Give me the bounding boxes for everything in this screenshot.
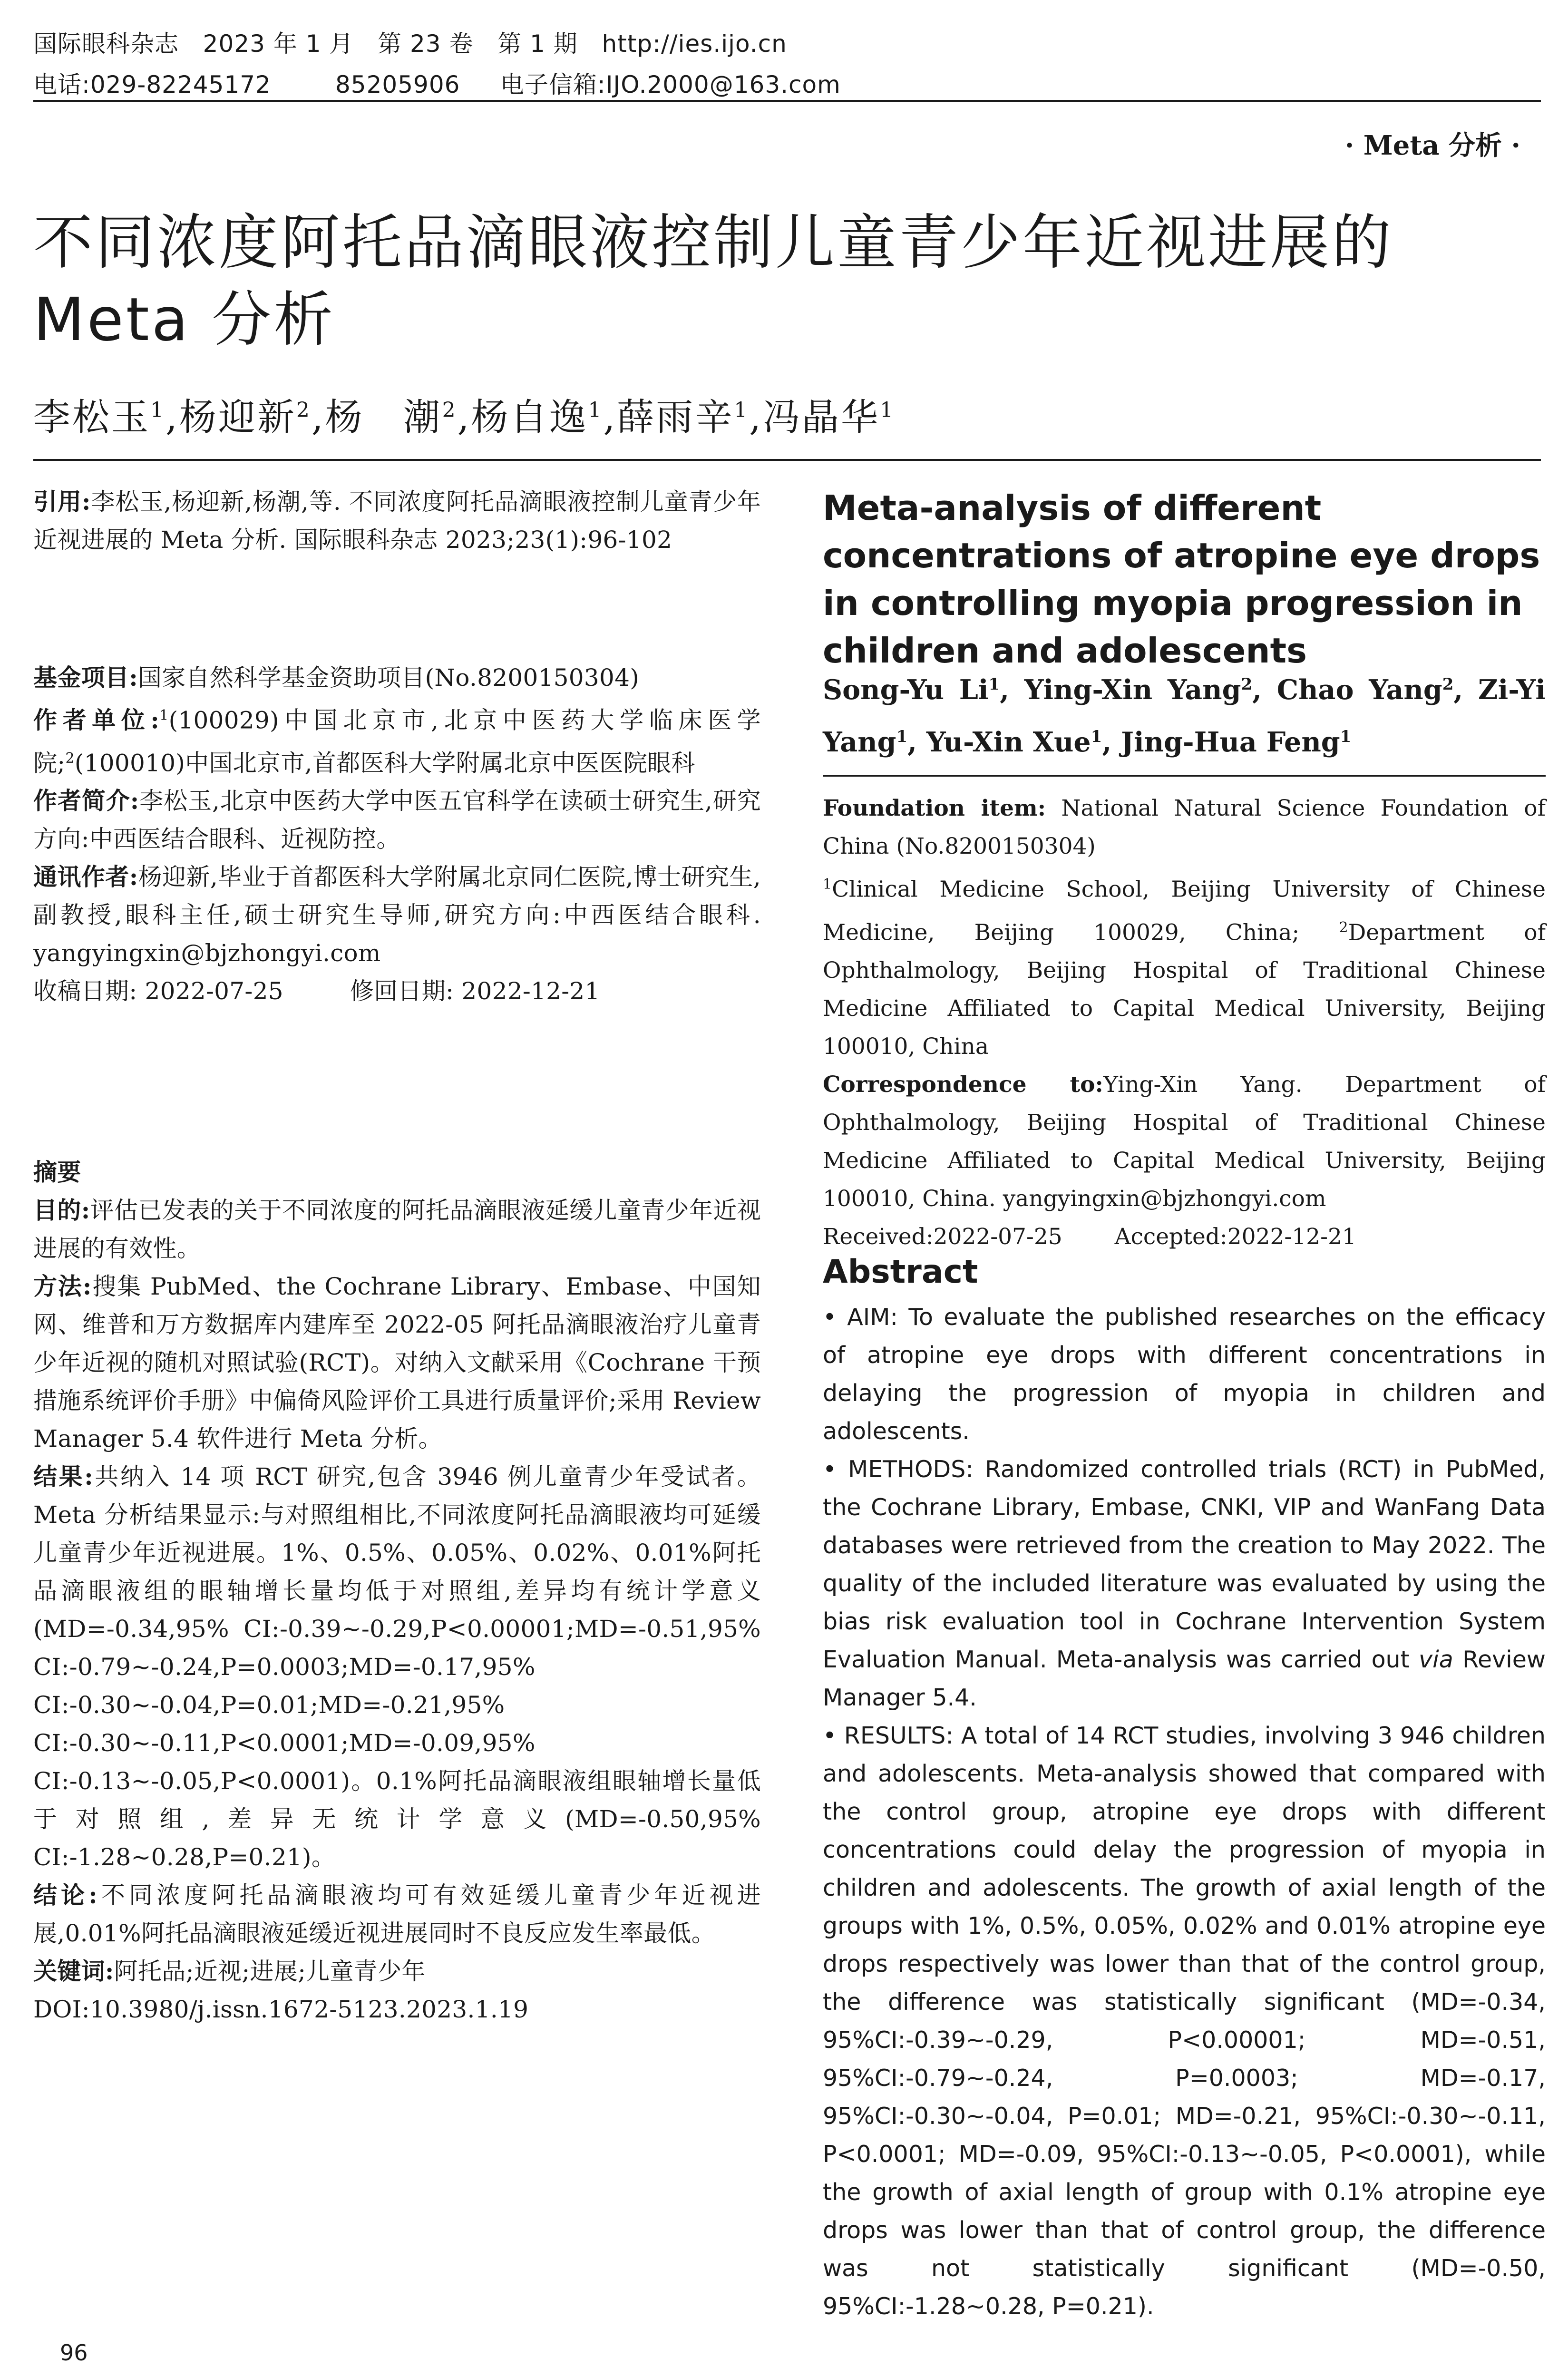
author-name: 李松玉 [33, 396, 151, 439]
author-affil-sup: 1 [988, 675, 1000, 694]
revised-date: 修回日期: 2022-12-21 [350, 977, 600, 1005]
abstract-chinese [33, 1153, 761, 2028]
affiliation-block-english [823, 789, 1546, 1256]
author-units [33, 697, 761, 782]
author-name: Ying-Xin Yang [1024, 674, 1241, 706]
corr-label: 通讯作者: [33, 863, 138, 891]
title-chinese: 不同浓度阿托品滴眼液控制儿童青少年近视进展的 Meta 分析 [33, 208, 1393, 354]
citation-text: 李松玉,杨迎新,杨潮,等. 不同浓度阿托品滴眼液控制儿童青少年近视进展的 Meta 分析. 国际眼科杂志 2023;23(1):96-102 [33, 488, 761, 554]
conclusion-cn [33, 1876, 761, 1952]
author-name: Song-Yu Li [823, 674, 989, 706]
dates-english [823, 1218, 1546, 1256]
aim-text: To evaluate the published researches on the efficacy of atropine eye drops with different concentrations in delaying the progression of myopia in children and adolescents. [823, 1304, 1546, 1445]
foundation-item [823, 789, 1546, 866]
aim-label: 目的: [33, 1196, 90, 1224]
author-name: 杨迎新 [179, 396, 296, 439]
aim-label: • AIM: [823, 1304, 898, 1331]
abstract-english [823, 1298, 1546, 2326]
author-name: 杨 潮 [325, 396, 442, 439]
methods-en [823, 1451, 1546, 1717]
author-affil-sup: 1 [1340, 727, 1352, 746]
foundation-label: Foundation item: [823, 795, 1046, 821]
fund-info [33, 659, 761, 697]
author-affil-sup: 2 [1442, 675, 1454, 694]
results-text: 共纳入 14 项 RCT 研究,包含 3946 例儿童青少年受试者。Meta 分析结果显示:与对照组相比,不同浓度阿托品滴眼液均可延缓儿童青少年近视进展。1%、0.5%、0.05%、0.02%、0.01%阿托品滴眼液组的眼轴增长量均低于对照组,差异均有统计学意义(MD=-0.34,95% CI:-0.39~-0.29,P<0.00001;MD=-0.51,95% CI:-0.79~-0.24,P=0.0003;MD=-0.17,95% CI:-0.30~-0.04,P=0.01;MD=-0.21,95% CI:-0.30~-0.11,P<0.0001;MD=-0.09,95% CI:-0.13~-0.05,P<0.0001)。0.1%阿托品滴眼液组眼轴增长量低于对照组,差异无统计学意义(MD=-0.50,95% CI:-1.28~0.28,P=0.21)。 [33, 1463, 761, 1871]
received-date: 收稿日期: 2022-07-25 [33, 977, 283, 1005]
author-name: Chao Yang [1276, 674, 1442, 706]
author-bio [33, 782, 761, 858]
results-label: 结果: [33, 1462, 93, 1490]
aim-text: 评估已发表的关于不同浓度的阿托品滴眼液延缓儿童青少年近视进展的有效性。 [33, 1197, 761, 1262]
unit-sup: 1 [159, 707, 169, 724]
methods-cn [33, 1267, 761, 1458]
affil-text: Clinical Medicine School, Beijing University of Chinese Medicine, Beijing 100029, China; [823, 876, 1546, 946]
author-name: Zi-Yi Yang [823, 674, 1546, 758]
page-number: 96 [60, 2340, 88, 2366]
foundation-text: National Natural Science Foundation of China (No.8200150304) [823, 795, 1546, 859]
affil-text: Department of Ophthalmology, Beijing Hospital of Traditional Chinese Medicine Affiliated to Capital Medical University, Beijing 100010, China [823, 919, 1546, 1060]
citation [33, 483, 761, 559]
conclusion-label: 结论: [33, 1881, 98, 1909]
author-affil-sup: 2 [1241, 675, 1253, 694]
authors-chinese: 李松玉$^1$,杨迎新$^2$,杨 潮$^2$,杨自逸$^1$,薛雨辛$^1$,冯晶华$^1$ [33, 396, 896, 439]
author-affil-sup: 1 [896, 727, 908, 746]
bio-text: 李松玉,北京中医药大学中医五官科学在读硕士研究生,研究方向:中西医结合眼科、近视防控。 [33, 787, 761, 853]
doi: DOI:10.3980/j.issn.1672-5123.2023.1.19 [33, 1996, 529, 2023]
conclusion-text: 不同浓度阿托品滴眼液均可有效延缓儿童青少年近视进展,0.01%阿托品滴眼液延缓近视进展同时不良反应发生率最低。 [33, 1881, 761, 1947]
author-info-block [33, 659, 761, 1010]
methods-label: • METHODS: [823, 1456, 974, 1483]
unit-label: 作者单位: [33, 706, 160, 734]
methods-text: Randomized controlled trials (RCT) in PubMed, the Cochrane Library, Embase, CNKI, VIP and WanFang Data databases were retrieved from the creation to May 2022. The quality of the included literature was evaluated by using the bias risk evaluation tool in Cochrane Intervention System Evaluation Manual. Meta-analysis was carried out [823, 1456, 1546, 1673]
author-name: 杨自逸 [471, 396, 588, 439]
author-name: 冯晶华 [763, 396, 880, 439]
corr-text: 杨迎新,毕业于首都医科大学附属北京同仁医院,博士研究生,副教授,眼科主任,硕士研究生导师,研究方向:中西医结合眼科. yangyingxin@bjzhongyi.com [33, 863, 761, 967]
author-name: Jing-Hua Feng [1121, 726, 1340, 758]
results-text: A total of 14 RCT studies, involving 3 946 children and adolescents. Meta-analysis showed that compared with the control group, atropine eye drops with different concentrations could delay the progression of myopia in children and adolescents. The growth of axial length of the groups with 1%, 0.5%, 0.05%, 0.02% and 0.01% atropine eye drops respectively was lower than that of the control group, the difference was statistically significant (MD=-0.34, 95%CI:-0.39~-0.29, P<0.00001; MD=-0.51, 95%CI:-0.79~-0.24, P=0.0003; MD=-0.17, 95%CI:-0.30~-0.04, P=0.01; MD=-0.21, 95%CI:-0.30~-0.11, P<0.0001; MD=-0.09, 95%CI:-0.13~-0.05, P<0.0001), while the growth of axial length of group with 0.1% atropine eye drops was lower than that of control group, the difference was not statistically significant (MD=-0.50, 95%CI:-1.28~0.28, P=0.21). [823, 1722, 1546, 2320]
journal-header-line1: 国际眼科杂志 2023 年 1 月 第 23 卷 第 1 期 http://ies.ijo.cn [33, 30, 787, 58]
results-label: • RESULTS: [823, 1722, 954, 1749]
section-tag: · Meta 分析 · [1344, 130, 1520, 161]
received-date: Received:2022-07-25 [823, 1224, 1062, 1250]
results-cn [33, 1458, 761, 1876]
unit-text: (100010)中国北京市,首都医科大学附属北京中医医院眼科 [74, 749, 695, 777]
corresponding-author [33, 858, 761, 972]
keywords-label: 关键词: [33, 1957, 114, 1985]
dates [33, 972, 761, 1010]
methods-text: 搜集 PubMed、the Cochrane Library、Embase、中国知网、维普和万方数据库内建库至 2022-05 阿托品滴眼液治疗儿童青少年近视的随机对照试验(RCT)。对纳入文献采用《Cochrane 干预措施系统评价手册》中偏倚风险评价工具进行质量评价;采用 Review Manager 5.4 软件进行 Meta 分析。 [33, 1273, 761, 1452]
authors-english: Song-Yu Li$^1$, Ying-Xin Yang$^2$, Chao Yang$^2$, Zi-Yi Yang$^1$, Yu-Xin Xue$^1$, Jing-Hua Feng$^1$ [823, 674, 1546, 758]
author-name: 薛雨辛 [617, 396, 734, 439]
unit-text: (100029)中国北京市,北京中医药大学临床医学院; [33, 706, 761, 777]
affiliation-divider [823, 775, 1546, 777]
author-affil-sup: 1 [1091, 727, 1102, 746]
header-divider [33, 100, 1541, 102]
correspondence-english [823, 1066, 1546, 1218]
correspondence-label: Correspondence to: [823, 1072, 1103, 1098]
accepted-date: Accepted:2022-12-21 [1114, 1224, 1356, 1250]
results-en [823, 1717, 1546, 2326]
title-english: Meta-analysis of different concentrations of atropine eye drops in controlling myopia progression in children and adolescents [823, 488, 1540, 671]
keywords-text: 阿托品;近视;进展;儿童青少年 [114, 1958, 426, 1985]
correspondence-text: Ying-Xin Yang. Department of Ophthalmology, Beijing Hospital of Traditional Chinese Medicine Affiliated to Capital Medical University, Beijing 100010, China. yangyingxin@bjzhongyi.com [823, 1072, 1546, 1212]
aim-cn [33, 1191, 761, 1267]
author-affil-sup: 2 [442, 398, 458, 422]
author-affil-sup: 2 [296, 398, 312, 422]
authors-divider [33, 459, 1541, 461]
abstract-head-cn: 摘要 [33, 1158, 81, 1186]
affil-sup: 1 [823, 876, 832, 893]
methods-via: via [1419, 1646, 1453, 1673]
author-affil-sup: 1 [734, 398, 750, 422]
keywords-cn [33, 1952, 761, 1990]
author-affil-sup: 1 [150, 398, 166, 422]
bio-label: 作者简介: [33, 787, 139, 815]
methods-text: Review Manager 5.4. [823, 1646, 1546, 1711]
unit-sup: 2 [65, 750, 75, 767]
fund-label: 基金项目: [33, 663, 138, 692]
affiliations-english [823, 866, 1546, 1066]
aim-en [823, 1298, 1546, 1451]
affil-sup: 2 [1339, 919, 1348, 936]
journal-header-line2: 电话:029-82245172 85205906 电子信箱:IJO.2000@163.com [33, 71, 841, 98]
citation-label: 引用: [33, 487, 91, 516]
author-name: Yu-Xin Xue [926, 726, 1091, 758]
author-affil-sup: 1 [588, 398, 604, 422]
author-affil-sup: 1 [880, 398, 896, 422]
fund-text: 国家自然科学基金资助项目(No.8200150304) [137, 664, 640, 692]
methods-label: 方法: [33, 1272, 92, 1300]
abstract-head-english: Abstract [823, 1253, 978, 1291]
